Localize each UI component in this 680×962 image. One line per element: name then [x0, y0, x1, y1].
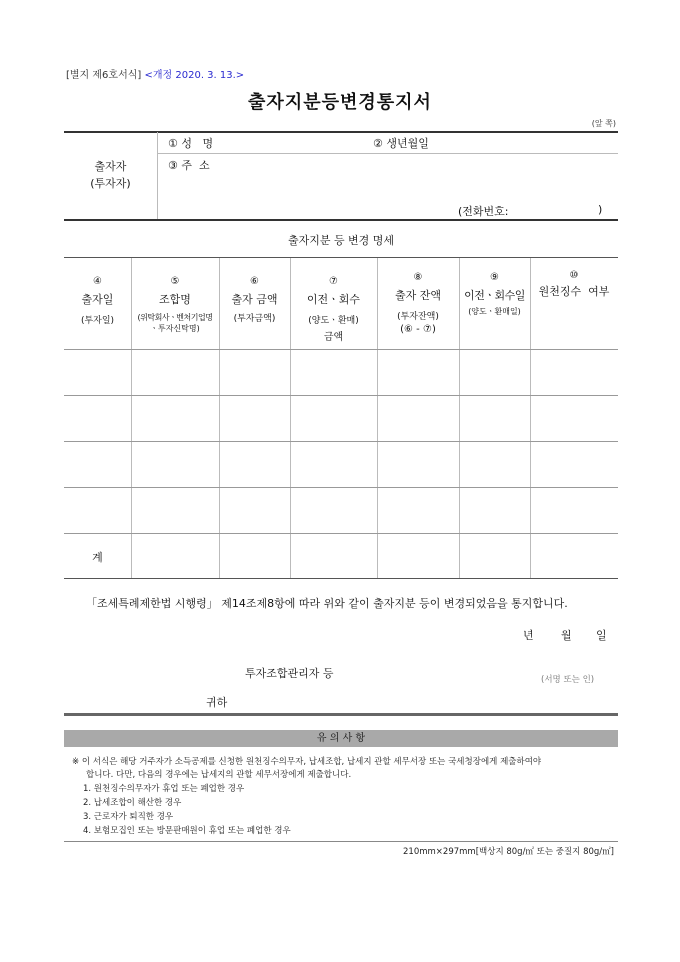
col-divider [530, 258, 531, 578]
column-number: ⑨ [490, 272, 499, 283]
column-header-balance [377, 272, 459, 335]
phone-close-paren: ) [598, 203, 603, 216]
column-header-investment-amount [219, 276, 290, 324]
details-section-title: 출자지분 등 변경 명세 [287, 234, 395, 247]
details-top-rule [64, 219, 618, 221]
phone-field[interactable]: (전화번호: [458, 205, 509, 218]
table-row-divider [64, 395, 618, 396]
column-name: 출자일 [81, 293, 114, 306]
front-side-label: (앞 쪽) [591, 119, 616, 128]
address-field[interactable]: ③ 주 소 [168, 159, 210, 172]
column-sub: 금액 [323, 332, 344, 343]
investor-label-line2: (투자자) [90, 177, 131, 190]
revision-date: <개정 2020. 3. 13.> [144, 70, 245, 81]
investor-label-line1: 출자자 [94, 160, 127, 173]
table-row-divider [64, 441, 618, 442]
column-number: ④ [93, 276, 102, 287]
column-number: ⑧ [413, 272, 423, 283]
row-divider [157, 153, 618, 154]
top-rule [64, 131, 618, 133]
investor-label-divider [157, 132, 158, 220]
signature-field[interactable]: (서명 또는 인) [541, 675, 595, 685]
column-number: ⑩ [569, 270, 579, 281]
form-number: [별지 제6호서식] [66, 70, 142, 81]
column-name: 조합명 [159, 293, 191, 306]
notes-line: 합니다. 다만, 다음의 경우에는 납세지의 관할 세무서장에게 제출합니다. [86, 770, 352, 780]
notes-bottom-rule [64, 841, 618, 842]
notes-top-rule [64, 713, 618, 716]
column-sub: (⑥ - ⑦) [400, 324, 436, 335]
date-day[interactable]: 일 [596, 629, 607, 642]
column-sub: (투자금액) [233, 314, 276, 324]
column-header-investment-date [64, 276, 131, 326]
column-sub: (투자잔액) [397, 312, 439, 322]
table-row-divider [64, 533, 618, 534]
total-label: 계 [92, 551, 103, 564]
column-number: ⑥ [250, 276, 259, 287]
date-year[interactable]: 년 [523, 629, 534, 642]
notes-line: ※ 이 서식은 해당 거주자가 소득공제를 신청한 원천징수의무자, 납세조합, 납세지 관할 세무서장 또는 국세청장에게 제출하여야 [72, 757, 542, 767]
column-number: ⑤ [170, 276, 180, 287]
column-name: 출자 잔액 [394, 289, 441, 302]
recipient-label: 귀하 [206, 696, 228, 709]
notification-statement: 「조세특례제한법 시행령」 제14조제8항에 따라 위와 같이 출자지분 등이 변경되었음을 통지합니다. [86, 597, 568, 610]
notes-item: 2. 납세조합이 해산한 경우 [83, 798, 182, 808]
column-name: 원천징수 여부 [538, 285, 610, 298]
column-sub: (양도ㆍ환매) [308, 316, 359, 326]
notes-item: 4. 보험모집인 또는 방문판매원이 휴업 또는 폐업한 경우 [83, 826, 291, 836]
column-name: 이전ㆍ회수 [306, 293, 361, 306]
column-header-withholding [530, 270, 618, 299]
table-row-divider [64, 487, 618, 488]
column-header-association-name [131, 276, 219, 334]
column-name: 이전ㆍ회수일 [464, 289, 525, 302]
column-sub: (위탁회사ㆍ벤처기업명 [137, 313, 213, 322]
investor-label [64, 158, 157, 192]
notes-title-bar: 유 의 사 항 [64, 730, 618, 747]
details-header-rule [64, 257, 618, 258]
signer-label: 투자조합관리자 등 [245, 667, 334, 680]
notes-item: 3. 근로자가 퇴직한 경우 [83, 812, 174, 822]
name-field[interactable]: ① 성 명 [168, 137, 214, 150]
column-sub: (양도ㆍ환매일) [468, 307, 521, 316]
form-header [66, 66, 244, 81]
paper-spec: 210mm×297mm[백상지 80g/㎡ 또는 중질지 80g/㎡] [403, 847, 614, 857]
column-header-transfer-date [459, 272, 530, 317]
details-bottom-rule [64, 578, 618, 579]
page-title: 출자지분등변경통지서 [248, 92, 432, 113]
table-row-divider [64, 349, 618, 350]
column-name: 출자 금액 [231, 293, 278, 306]
birthdate-field[interactable]: ② 생년월일 [373, 137, 429, 150]
notes-item: 1. 원천징수의무자가 휴업 또는 폐업한 경우 [83, 784, 245, 794]
date-month[interactable]: 월 [561, 629, 572, 642]
column-sub: (투자일) [80, 316, 115, 326]
column-sub: ㆍ투자신탁명) [150, 324, 200, 333]
column-header-transfer-amount [290, 276, 377, 343]
column-number: ⑦ [329, 276, 338, 287]
